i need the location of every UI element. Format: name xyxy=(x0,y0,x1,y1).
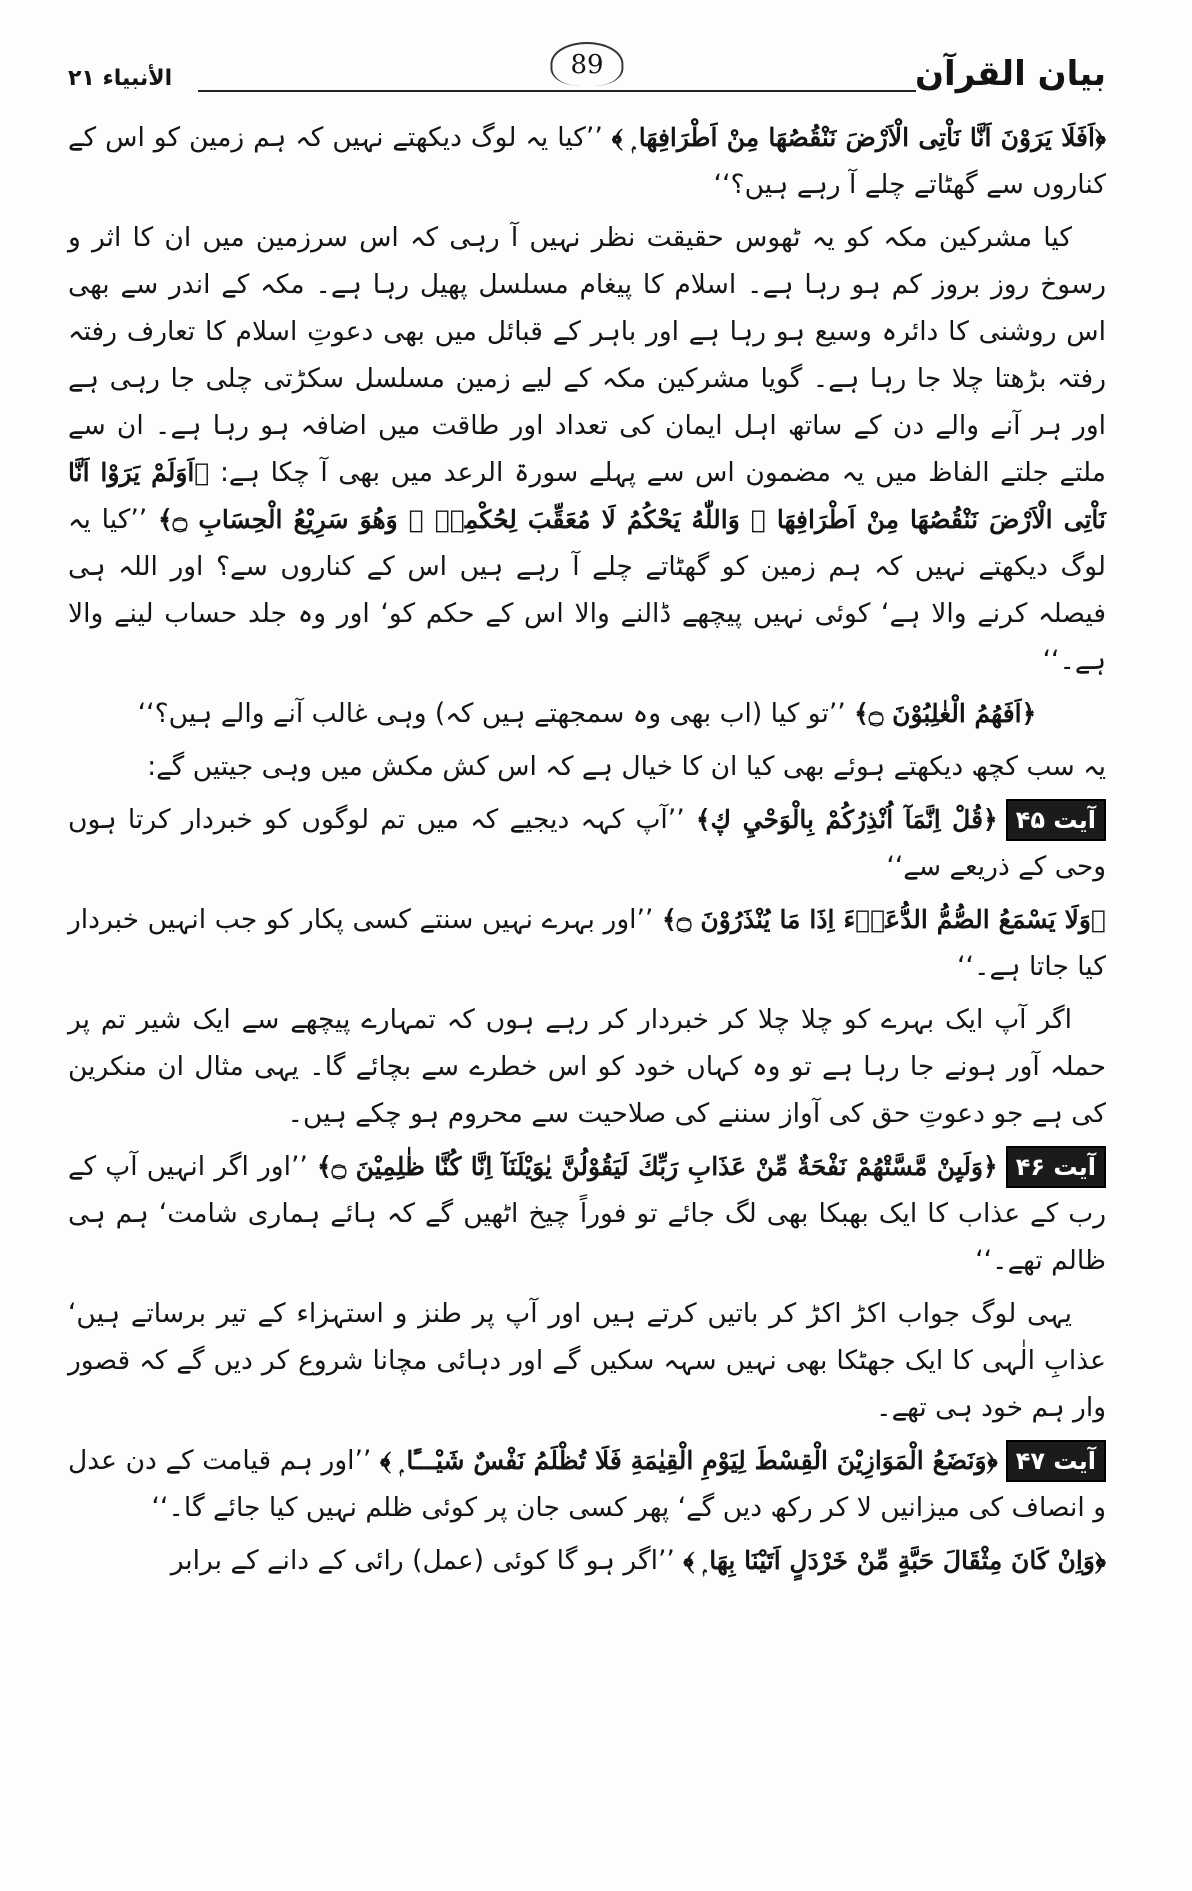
commentary: اگر آپ ایک بہرے کو چلا چلا کر خبردار کر رہے ہوں کہ تمہارے پیچھے سے ایک شیر تم پر حملہ آور ہونے جا رہا ہے تو وہ کہاں خود کو اس خطرے سے بچائے گا۔ یہی مثال ان منکرین کی ہے جو دعوتِ حق کی آواز سننے کی صلاحیت سے محروم ہو چکے ہیں۔ xyxy=(68,1004,1106,1129)
quran-verse: ﴿وَنَضَعُ الْمَوَازِيْنَ الْقِسْطَ لِيَوْمِ الْقِيٰمَةِ فَلَا تُظْلَمُ نَفْسٌ شَيْـــًٔا ۭ ﴾ xyxy=(379,1446,998,1475)
commentary: یہی لوگ جواب اکڑ اکڑ کر باتیں کرتے ہیں اور آپ پر طنز و استہزاء کے تیر برساتے ہیں‘ عذابِ الٰہی کا ایک جھٹکا بھی نہیں سہہ سکیں گے اور دہائی مچانا شروع کر دیں گے کہ قصور وار ہم خود ہی تھے۔ xyxy=(68,1298,1106,1423)
paragraph xyxy=(68,996,1106,1137)
quran-verse: ﴿وَاِنْ كَانَ مِثْقَالَ حَبَّةٍ مِّنْ خَرْدَلٍ اَتَيْنَا بِهَا ۭ ﴾ xyxy=(683,1546,1106,1575)
paragraph xyxy=(68,1437,1106,1531)
paragraph xyxy=(68,1537,1106,1584)
translation: ’’کیا یہ لوگ دیکھتے نہیں کہ ہم زمین کو اس کے کناروں سے گھٹاتے چلے آ رہے ہیں؟‘‘ xyxy=(68,122,1106,200)
paragraph xyxy=(68,896,1106,990)
translation: ’’آپ کہہ دیجیے کہ میں تم لوگوں کو خبردار کرتا ہوں وحی کے ذریعے سے‘‘ xyxy=(68,804,1106,882)
commentary: یہ سب کچھ دیکھتے ہوئے بھی کیا ان کا خیال ہے کہ اس کش مکش میں وہی جیتیں گے: xyxy=(147,751,1106,782)
quran-verse: ﴿وَلَا يَسْمَعُ الصُّمُّ الدُّعَاۗءَ اِذَا مَا يُنْذَرُوْنَ ۝﴾ xyxy=(662,905,1106,934)
ayah-number-badge: آیت ۴۶ xyxy=(1006,1146,1106,1188)
paragraph xyxy=(68,1143,1106,1284)
translation: ’’اور بہرے نہیں سنتے کسی پکار کو جب انہیں خبردار کیا جاتا ہے۔‘‘ xyxy=(68,904,1106,982)
quran-verse: ﴿وَلَىِٕنْ مَّسَّتْهُمْ نَفْحَةٌ مِّنْ عَذَابِ رَبِّكَ لَيَقُوْلُنَّ يٰوَيْلَنَآ اِنَّا كُنَّا ظٰلِمِيْنَ ۝﴾ xyxy=(316,1152,998,1181)
paragraph xyxy=(68,1290,1106,1431)
translation: ’’اگر ہو گا کوئی (عمل) رائی کے دانے کے برابر xyxy=(170,1545,684,1576)
paragraph xyxy=(68,743,1106,790)
ayah-number-badge: آیت ۴۵ xyxy=(1006,799,1106,841)
commentary: کیا مشرکین مکہ کو یہ ٹھوس حقیقت نظر نہیں آ رہی کہ اس سرزمین میں ان کا اثر و رسوخ روز بروز کم ہو رہا ہے۔ اسلام کا پیغام مسلسل پھیل رہا ہے۔ مکہ کے اندر سے بھی اس روشنی کا دائرہ وسیع ہو رہا ہے اور باہر کے قبائل میں بھی دعوتِ اسلام کا تعارف رفتہ رفتہ بڑھتا چلا جا رہا ہے۔ گویا مشرکین مکہ کے لیے زمین مسلسل سکڑتی چلی جا رہی ہے اور ہر آنے والے دن کے ساتھ اہل ایمان کی تعداد اور طاقت میں اضافہ ہو رہا ہے۔ ان سے ملتے جلتے الفاظ میں یہ مضمون اس سے پہلے سورۃ الرعد میں بھی آ چکا ہے: xyxy=(68,222,1106,488)
translation: ’’اور اگر انہیں آپ کے رب کے عذاب کا ایک بھبکا بھی لگ جائے تو فوراً چیخ اٹھیں گے کہ ہائے ہماری شامت‘ ہم ہی ظالم تھے۔‘‘ xyxy=(68,1151,1106,1276)
header-rule xyxy=(198,90,916,92)
quran-verse: ﴿اَفَهُمُ الْغٰلِبُوْنَ ۝﴾ xyxy=(854,699,1037,728)
paragraph xyxy=(68,214,1106,684)
page-header xyxy=(68,50,1106,114)
translation: ’’کیا یہ لوگ دیکھتے نہیں کہ ہم زمین کو گھٹاتے چلے آ رہے ہیں اس کے کناروں سے؟ اور اللہ ہی فیصلہ کرنے والا ہے‘ کوئی نہیں پیچھے ڈالنے والا اس کے حکم کو‘ اور وہ جلد حساب لینے والا ہے۔‘‘ xyxy=(68,504,1106,676)
quran-verse: ﴿قُلْ اِنَّمَآ اُنْذِرُكُمْ بِالْوَحْيِ ڮ﴾ xyxy=(695,805,998,834)
page-number: 89 xyxy=(550,42,623,86)
translation: ’’اور ہم قیامت کے دن عدل و انصاف کی میزانیں لا کر رکھ دیں گے‘ پھر کسی جان پر کوئی ظلم نہیں کیا جائے گا۔‘‘ xyxy=(68,1445,1106,1523)
book-title: بیان القرآن xyxy=(915,54,1106,94)
paragraph xyxy=(68,690,1106,737)
page-body xyxy=(68,114,1106,1584)
translation: ’’تو کیا (اب بھی وہ سمجھتے ہیں کہ) وہی غالب آنے والے ہیں؟‘‘ xyxy=(137,698,855,729)
paragraph xyxy=(68,114,1106,208)
surah-title: الأنبياء ٢١ xyxy=(68,66,173,91)
quran-verse: ﴿اَفَلَا يَرَوْنَ اَنَّا نَاْتِى الْاَرْضَ نَنْقُصُهَا مِنْ اَطْرَافِهَا ۭ ﴾ xyxy=(611,123,1106,152)
ayah-number-badge: آیت ۴۷ xyxy=(1006,1440,1106,1482)
quran-verse: ﴿اَوَلَمْ يَرَوْا اَنَّا نَاْتِى الْاَرْضَ نَنْقُصُهَا مِنْ اَطْرَافِهَا ۭ وَاللّٰهُ يَحْكُمُ لَا مُعَقِّبَ لِحُكْمِهٖ ۭ وَهُوَ سَرِيْعُ الْحِسَابِ ۝﴾ xyxy=(68,458,1106,534)
paragraph xyxy=(68,796,1106,890)
